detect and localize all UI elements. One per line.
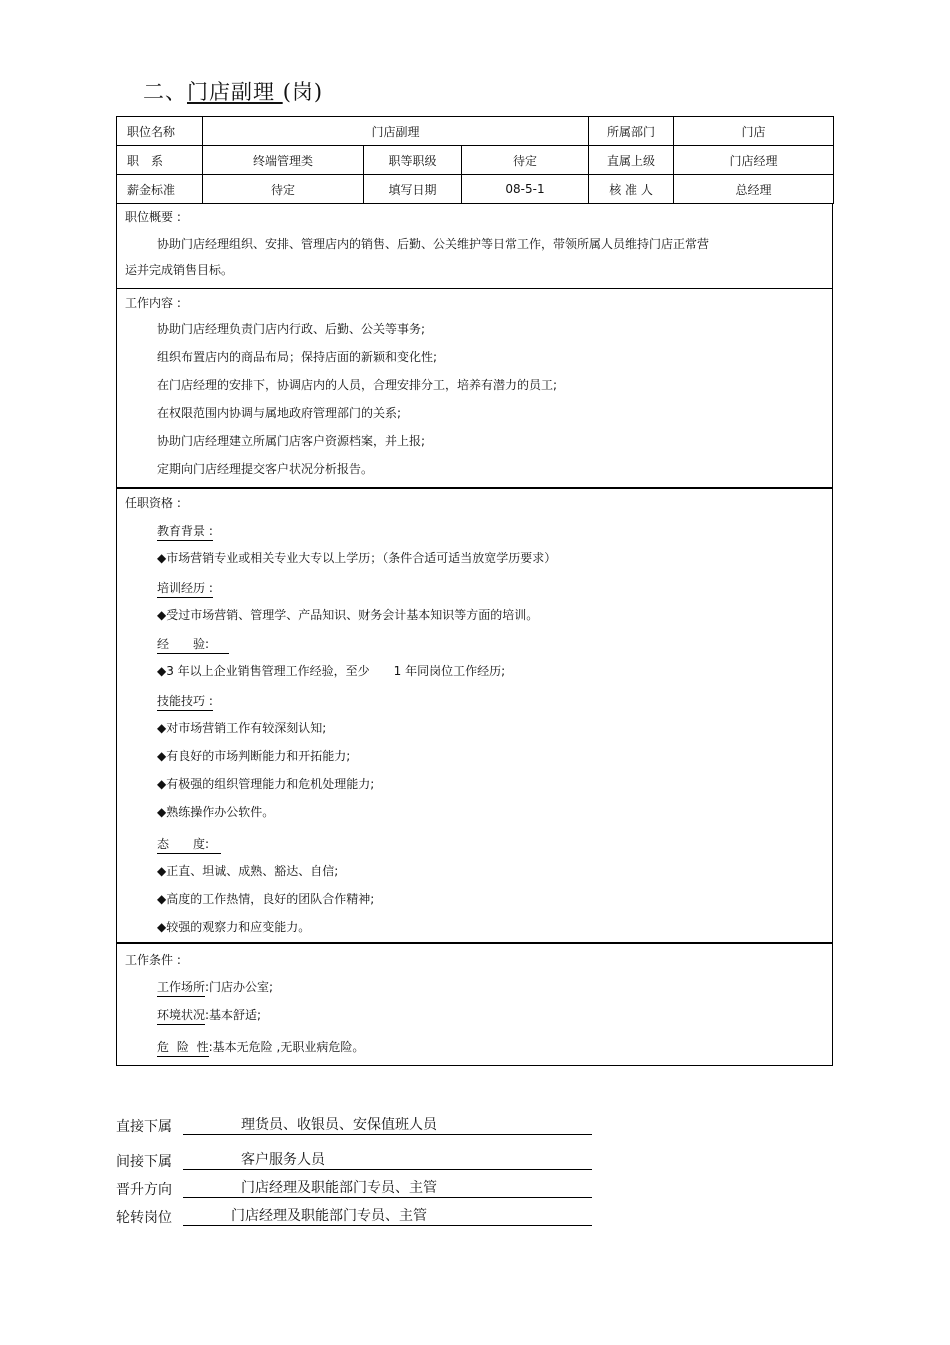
risk-label: 危 险 性 bbox=[157, 1038, 209, 1057]
qualifications-title: 任职资格 : bbox=[125, 496, 181, 510]
list-item: ◆熟练操作办公软件。 bbox=[157, 805, 275, 819]
department-value: 门店 bbox=[674, 117, 834, 146]
overview-section bbox=[116, 203, 833, 289]
list-item: 协助门店经理建立所属门店客户资源档案，并上报; bbox=[157, 434, 426, 448]
duties-section bbox=[116, 288, 833, 489]
title-position-name: 门店副理 bbox=[187, 80, 283, 104]
list-item: 定期向门店经理提交客户状况分析报告。 bbox=[157, 462, 374, 476]
supervisor-value: 门店经理 bbox=[674, 146, 834, 175]
education-text: ◆市场营销专业或相关专业大专以上学历；（条件合适可适当放宽学历要求） bbox=[157, 551, 557, 565]
direct-subordinates-row bbox=[116, 1116, 437, 1136]
overview-line-2: 运并完成销售目标。 bbox=[125, 263, 234, 277]
training-subtitle: 培训经历 : bbox=[157, 579, 213, 598]
risk-row bbox=[157, 1033, 364, 1061]
direct-subordinates-field bbox=[183, 1116, 592, 1135]
rotation-field bbox=[183, 1207, 592, 1226]
fill-date-value: 08-5-1 bbox=[462, 175, 589, 204]
list-item: 在门店经理的安排下，协调店内的人员，合理安排分工，培养有潜力的员工; bbox=[157, 378, 558, 392]
work-place-row bbox=[157, 973, 273, 1001]
education-subtitle: 教育背景 : bbox=[157, 522, 213, 541]
approver-value: 总经理 bbox=[674, 175, 834, 204]
list-item: 组织布置店内的商品布局；保持店面的新颖和变化性; bbox=[157, 350, 438, 364]
job-family-value: 终端管理类 bbox=[203, 146, 364, 175]
page-title bbox=[143, 76, 323, 106]
job-header-table bbox=[116, 116, 834, 204]
title-prefix: 二、 bbox=[143, 80, 187, 104]
experience-subtitle: 经 验: bbox=[157, 635, 229, 654]
job-grade-value: 待定 bbox=[462, 146, 589, 175]
duties-title: 工作内容 : bbox=[125, 296, 181, 310]
rotation-row bbox=[116, 1207, 427, 1227]
conditions-section bbox=[116, 942, 833, 1066]
skills-subtitle: 技能技巧 : bbox=[157, 692, 213, 711]
overview-line-1: 协助门店经理组织、安排、管理店内的销售、后勤、公关维护等日常工作，带领所属人员维持门店正常营 bbox=[157, 237, 710, 251]
list-item: ◆正直、坦诚、成熟、豁达、自信; bbox=[157, 864, 339, 878]
environment-row bbox=[157, 1001, 261, 1029]
indirect-subordinates-label: 间接下属 bbox=[116, 1154, 172, 1170]
list-item: 协助门店经理负责门店内行政、后勤、公关等事务; bbox=[157, 322, 426, 336]
work-place-label: 工作场所 bbox=[157, 978, 205, 997]
list-item: ◆较强的观察力和应变能力。 bbox=[157, 920, 311, 934]
environment-value: :基本舒适; bbox=[205, 1008, 262, 1022]
promotion-label: 晋升方向 bbox=[116, 1182, 172, 1198]
rotation-value: 门店经理及职能部门专员、主管 bbox=[231, 1208, 427, 1224]
fill-date-label: 填写日期 bbox=[364, 175, 462, 204]
list-item: ◆有良好的市场判断能力和开拓能力; bbox=[157, 749, 351, 763]
promotion-value: 门店经理及职能部门专员、主管 bbox=[241, 1180, 437, 1196]
environment-label: 环境状况 bbox=[157, 1006, 205, 1025]
salary-value: 待定 bbox=[203, 175, 364, 204]
rotation-label: 轮转岗位 bbox=[116, 1210, 172, 1226]
salary-label: 薪金标准 bbox=[117, 175, 203, 204]
indirect-subordinates-row bbox=[116, 1151, 325, 1171]
list-item: 在权限范围内协调与属地政府管理部门的关系; bbox=[157, 406, 402, 420]
direct-subordinates-value: 理货员、收银员、安保值班人员 bbox=[241, 1117, 437, 1133]
list-item: ◆高度的工作热情，良好的团队合作精神; bbox=[157, 892, 375, 906]
conditions-title: 工作条件 : bbox=[125, 953, 181, 967]
job-grade-label: 职等职级 bbox=[364, 146, 462, 175]
supervisor-label: 直属上级 bbox=[589, 146, 674, 175]
job-family-label: 职 系 bbox=[117, 146, 203, 175]
overview-title: 职位概要 : bbox=[125, 210, 181, 224]
list-item: ◆有极强的组织管理能力和危机处理能力; bbox=[157, 777, 375, 791]
job-title-value: 门店副理 bbox=[203, 117, 589, 146]
qualifications-section bbox=[116, 487, 833, 944]
table-row bbox=[117, 175, 834, 204]
attitude-subtitle: 态 度: bbox=[157, 835, 221, 854]
table-row bbox=[117, 117, 834, 146]
work-place-value: :门店办公室; bbox=[205, 980, 274, 994]
indirect-subordinates-value: 客户服务人员 bbox=[241, 1152, 325, 1168]
list-item: ◆对市场营销工作有较深刻认知; bbox=[157, 721, 327, 735]
training-text: ◆受过市场营销、管理学、产品知识、财务会计基本知识等方面的培训。 bbox=[157, 608, 539, 622]
department-label: 所属部门 bbox=[589, 117, 674, 146]
risk-value: :基本无危险 ,无职业病危险。 bbox=[208, 1040, 365, 1054]
promotion-row bbox=[116, 1179, 437, 1199]
direct-subordinates-label: 直接下属 bbox=[116, 1119, 172, 1135]
experience-text: ◆3 年以上企业销售管理工作经验，至少 1 年同岗位工作经历; bbox=[157, 664, 506, 678]
title-suffix: (岗) bbox=[282, 80, 324, 104]
job-title-label: 职位名称 bbox=[117, 117, 203, 146]
approver-label: 核 准 人 bbox=[589, 175, 674, 204]
promotion-field bbox=[183, 1179, 592, 1198]
indirect-subordinates-field bbox=[183, 1151, 592, 1170]
table-row bbox=[117, 146, 834, 175]
